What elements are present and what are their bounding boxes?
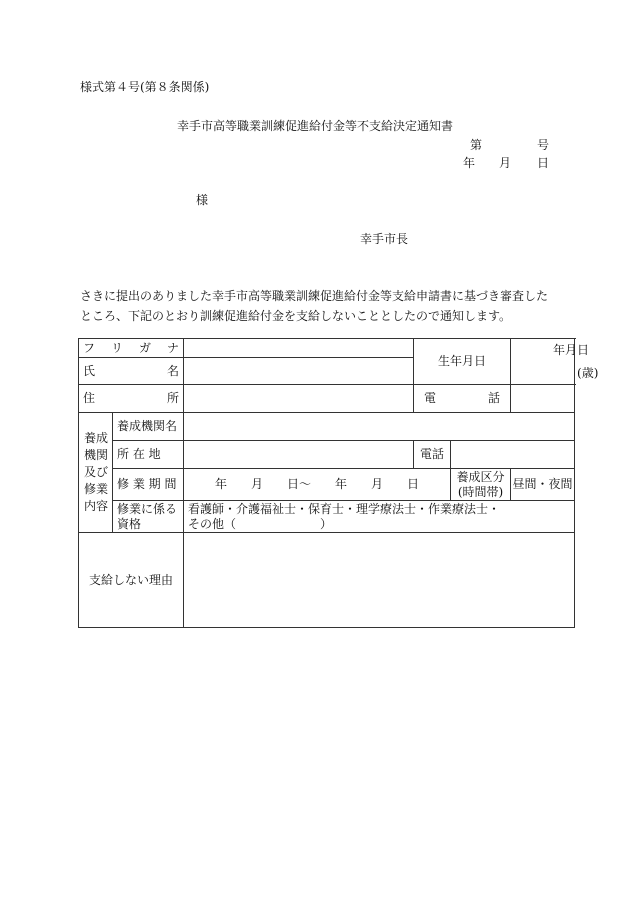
period-field[interactable]: 年 月 日〜 年 月 日 bbox=[184, 469, 451, 501]
document-title: 幸手市高等職業訓練促進給付金等不支給決定通知書 bbox=[176, 119, 453, 133]
form-number: 様式第４号(第８条関係) bbox=[80, 80, 210, 94]
institution-name-field[interactable] bbox=[184, 413, 575, 441]
name-field[interactable] bbox=[184, 358, 414, 385]
qualification-field[interactable] bbox=[184, 501, 575, 533]
address-label: 住 所 bbox=[79, 385, 184, 413]
recipient-suffix: 様 bbox=[196, 193, 209, 207]
notice-form-table bbox=[78, 338, 599, 628]
category-label: 養成区分(時間帯) bbox=[451, 469, 511, 501]
date-month-label: 月 bbox=[499, 156, 512, 170]
age-open: ( bbox=[577, 365, 582, 380]
training-group-label: 養成機関及び修業内容 bbox=[79, 413, 113, 533]
birthdate-label: 生年月日 bbox=[414, 339, 511, 385]
notice-body-text: さきに提出のありました幸手市高等職業訓練促進給付金等支給申請書に基づき審査したところ、下記のとおり訓練促進給付金を支給しないこととしたので通知します。 bbox=[80, 289, 549, 323]
age-close: 歳) bbox=[581, 365, 599, 380]
furigana-field[interactable] bbox=[184, 339, 414, 358]
name-label: 氏 名 bbox=[79, 358, 184, 385]
furigana-label: フ リ ガ ナ bbox=[79, 339, 184, 358]
number-label-dai: 第 bbox=[470, 138, 483, 152]
birth-month-label: 月 bbox=[565, 343, 578, 358]
birth-day-label: 日 bbox=[577, 343, 590, 358]
reason-label: 支給しない理由 bbox=[79, 533, 184, 628]
qualification-line1: 看護師・介護福祉士・保育士・理学療法士・作業療法士・ bbox=[188, 502, 501, 517]
date-year-label: 年 bbox=[463, 156, 476, 170]
location-field[interactable] bbox=[184, 441, 414, 469]
qualification-label: 修業に係る資格 bbox=[113, 501, 184, 533]
date-day-label: 日 bbox=[537, 156, 550, 170]
institution-phone-field[interactable] bbox=[451, 441, 575, 469]
address-field[interactable] bbox=[184, 385, 414, 413]
location-label: 所 在 地 bbox=[113, 441, 184, 469]
issuer-name: 幸手市長 bbox=[360, 232, 409, 246]
reason-field[interactable] bbox=[184, 533, 575, 628]
period-label: 修 業 期 間 bbox=[113, 469, 184, 501]
institution-phone-label: 電話 bbox=[414, 441, 451, 469]
phone-label: 電 話 bbox=[414, 385, 511, 413]
birthdate-field[interactable] bbox=[511, 339, 599, 385]
institution-name-label: 養成機関名 bbox=[113, 413, 184, 441]
qualification-line2: その他（ ） bbox=[188, 516, 333, 531]
category-value[interactable]: 昼間・夜間 bbox=[511, 469, 575, 501]
birth-year-label: 年 bbox=[553, 343, 566, 358]
phone-field[interactable] bbox=[511, 385, 575, 413]
number-label-go: 号 bbox=[537, 138, 550, 152]
